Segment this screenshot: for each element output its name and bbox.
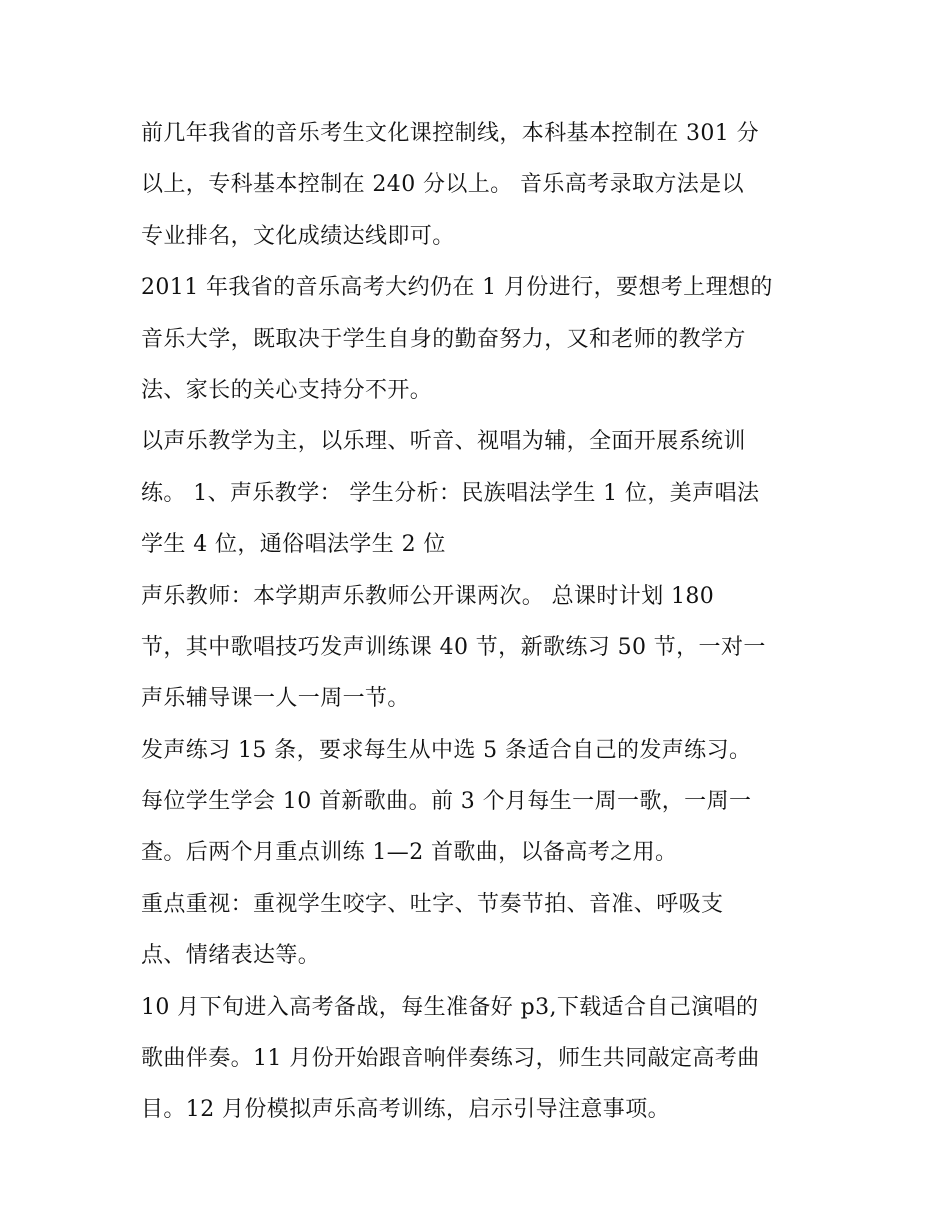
text-line: 声乐辅导课一人一周一节。	[141, 686, 410, 712]
text-line: 学生 4 位，通俗唱法学生 2 位	[141, 532, 446, 558]
text-line: 发声练习 15 条，要求每生从中选 5 条适合自己的发声练习。	[141, 737, 752, 763]
text-line: 以上，专科基本控制在 240 分以上。 音乐高考录取方法是以	[141, 172, 744, 198]
text-line: 前几年我省的音乐考生文化课控制线，本科基本控制在 301 分	[141, 121, 759, 146]
paragraph-1	[141, 108, 821, 262]
text-line: 专业排名，文化成绩达线即可。	[141, 223, 455, 249]
text-line: 节，其中歌唱技巧发声训练课 40 节，新歌练习 50 节，一对一	[141, 634, 766, 660]
paragraph-7	[141, 879, 821, 982]
text-line: 法、家长的关心支持分不开。	[141, 377, 433, 403]
text-line: 10 月下旬进入高考备战，每生准备好 p3,下载适合自己演唱的	[141, 994, 759, 1020]
text-line: 2011 年我省的音乐高考大约仍在 1 月份进行，要想考上理想的	[141, 275, 773, 301]
paragraph-5	[141, 725, 821, 776]
text-line: 声乐教师：本学期声乐教师公开课两次。 总课时计划 180	[141, 583, 715, 609]
text-line: 目。12 月份模拟声乐高考训练，启示引导注意事项。	[141, 1097, 670, 1123]
text-line: 每位学生学会 10 首新歌曲。前 3 个月每生一周一歌，一周一	[141, 789, 752, 815]
paragraph-4	[141, 571, 821, 725]
text-line: 练。 1、声乐教学： 学生分析：民族唱法学生 1 位，美声唱法	[141, 480, 760, 506]
text-line: 点、情绪表达等。	[141, 943, 321, 969]
paragraph-3	[141, 416, 821, 570]
document-body	[141, 108, 821, 1136]
paragraph-2	[141, 262, 821, 416]
text-line: 查。后两个月重点训练 1—2 首歌曲，以备高考之用。	[141, 840, 678, 866]
text-line: 音乐大学，既取决于学生自身的勤奋努力，又和老师的教学方	[141, 326, 746, 352]
text-line: 重点重视：重视学生咬字、吐字、节奏节拍、音准、呼吸支	[141, 891, 724, 917]
text-line: 以声乐教学为主，以乐理、听音、视唱为辅，全面开展系统训	[141, 429, 746, 455]
paragraph-6	[141, 776, 821, 879]
paragraph-8	[141, 982, 821, 1136]
text-line: 歌曲伴奏。11 月份开始跟音响伴奏练习，师生共同敲定高考曲	[141, 1046, 760, 1072]
